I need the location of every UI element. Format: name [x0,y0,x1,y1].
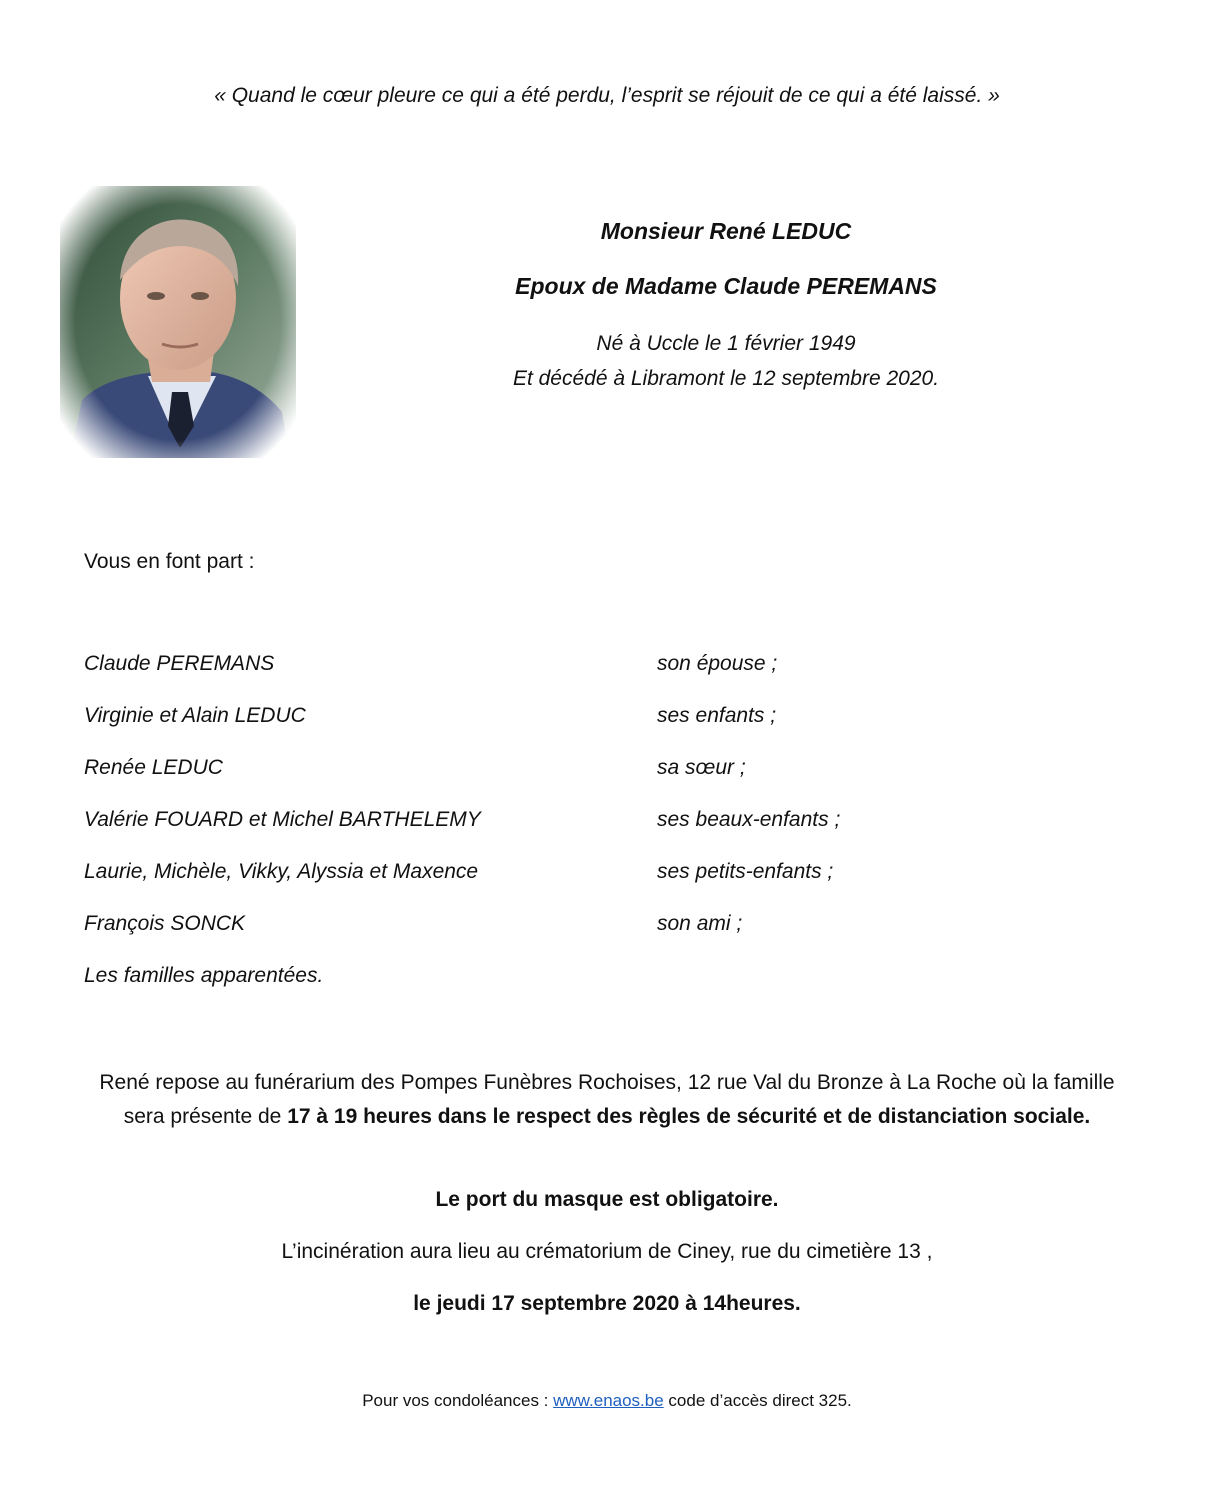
deceased-name: Monsieur René LEDUC [600,218,852,244]
cremation-date: le jeudi 17 septembre 2020 à 14heures. [413,1292,801,1315]
portrait-photo [60,186,296,458]
birth-line: Né à Uccle le 1 février 1949 [596,332,856,355]
family-member: Claude PEREMANS [84,652,275,675]
cremation-location: L’incinération aura lieu au crématorium de Ciney, rue du cimetière 13 , [281,1240,933,1263]
death-line: Et décédé à Libramont le 12 septembre 2020. [512,367,940,390]
family-member: Valérie FOUARD et Michel BARTHELEMY [84,808,481,831]
family-member: Virginie et Alain LEDUC [84,704,306,727]
family-member: Laurie, Michèle, Vikky, Alyssia et Maxence [84,860,479,883]
spouse-line: Epoux de Madame Claude PEREMANS [515,273,937,299]
footer-prefix: Pour vos condoléances : [362,1391,554,1410]
visitation-text: René repose au funérarium des Pompes Funèbres Rochoises, 12 rue Val du Bronze à La Roche où la famille sera présente de [99,1071,1115,1128]
visitation-hours: 17 à 19 heures dans le respect des règles de sécurité et de distanciation sociale. [287,1105,1091,1128]
family-member: Renée LEDUC [84,756,223,779]
announcement-intro: Vous en font part : [84,550,255,573]
family-relation: son épouse ; [657,652,778,675]
family-row [84,808,1084,860]
epigraph-quote: « Quand le cœur pleure ce qui a été perdu, l’esprit se réjouit de ce qui a été laissé. » [214,84,1000,107]
family-relation: sa sœur ; [657,756,746,779]
family-row [84,704,1084,756]
mask-notice: Le port du masque est obligatoire. [435,1188,779,1211]
family-list [84,652,1084,1016]
condolences-footer [0,1391,1214,1411]
family-relation: son ami ; [657,912,743,935]
family-relation: ses beaux-enfants ; [657,808,841,831]
family-member: Les familles apparentées. [84,964,324,987]
family-member: François SONCK [84,912,246,935]
family-relation: ses petits-enfants ; [657,860,834,883]
family-row [84,756,1084,808]
condolences-link[interactable]: www.enaos.be [553,1391,664,1410]
family-row [84,912,1084,964]
family-row [84,860,1084,912]
footer-suffix: code d’accès direct 325. [663,1391,852,1410]
visitation-paragraph [80,1066,1134,1134]
family-row [84,652,1084,704]
family-relation: ses enfants ; [657,704,777,727]
family-row [84,964,1084,1016]
